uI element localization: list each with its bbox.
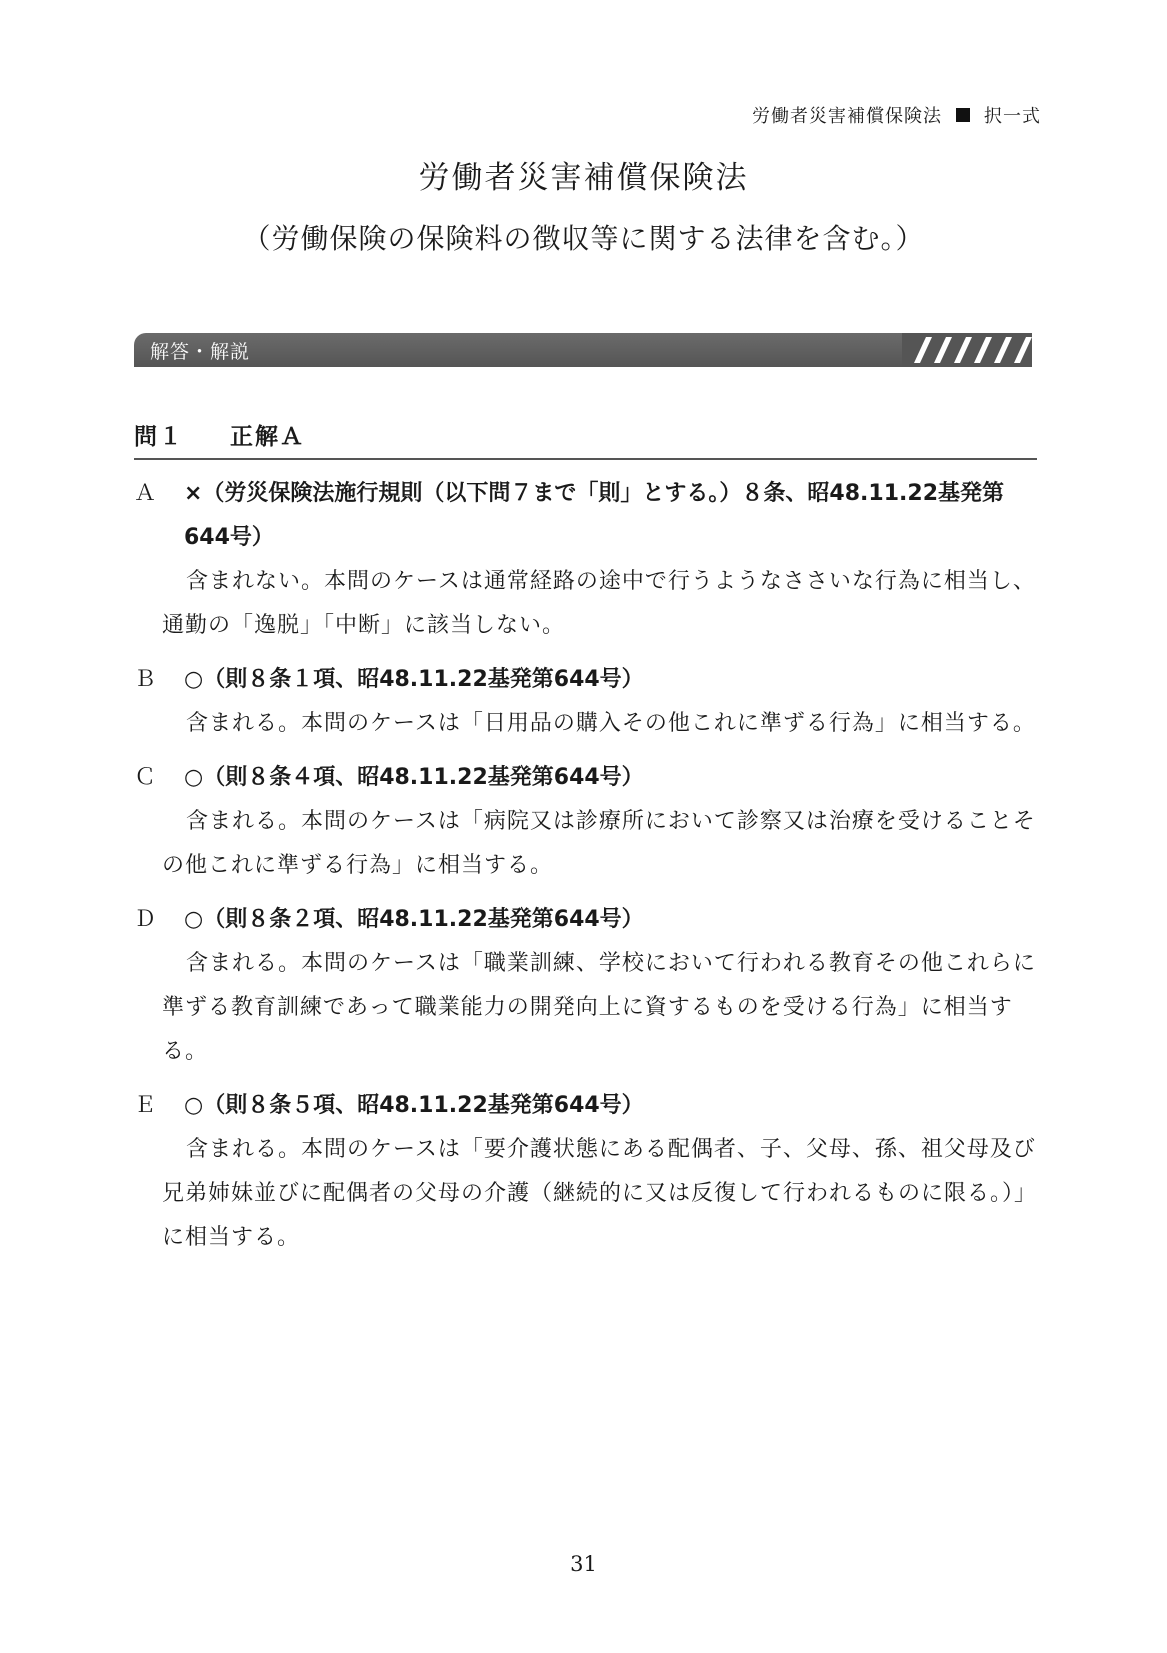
section-bar [134, 333, 1032, 367]
page-subtitle: （労働保険の保険料の徴収等に関する法律を含む。） [242, 222, 925, 255]
item-reference: ×（労災保険法施行規則（以下問７まで「則」とする。）８条、昭48.11.22基発第644号） [184, 481, 1004, 550]
answer-item-a [134, 472, 1037, 648]
answer-item-c [134, 756, 1037, 888]
running-header-chapter: 労働者災害補償保険法 [752, 106, 942, 127]
item-reference: ○（則８条４項、昭48.11.22基発第644号） [184, 765, 644, 790]
item-letter: Ｅ [134, 1093, 157, 1118]
item-letter: Ｄ [134, 907, 157, 932]
answer-item-d [134, 898, 1037, 1074]
item-head [134, 756, 1037, 800]
item-head [134, 1084, 1037, 1128]
item-head [134, 472, 1037, 560]
item-reference: ○（則８条５項、昭48.11.22基発第644号） [184, 1093, 644, 1118]
running-header [752, 102, 1041, 128]
running-header-format: 択一式 [984, 106, 1041, 127]
answer-item-e [134, 1084, 1037, 1260]
question-number: 問１ [134, 424, 184, 450]
item-letter: Ｂ [134, 667, 157, 692]
item-letter: Ａ [134, 481, 157, 506]
page-number: 31 [570, 1552, 597, 1576]
page-title: 労働者災害補償保険法 [418, 160, 749, 196]
question-answer: 正解Ａ [230, 424, 306, 450]
title-block [0, 158, 1167, 258]
item-head [134, 658, 1037, 702]
section-bar-label: 解答・解説 [150, 341, 251, 363]
item-head [134, 898, 1037, 942]
item-body: 含まれる。本問のケースは「日用品の購入その他これに準ずる行為」に相当する。 [186, 711, 1036, 736]
item-body: 含まれる。本問のケースは「職業訓練、学校において行われる教育その他これらに準ずる教育訓練であって職業能力の開発向上に資するものを受ける行為」に相当する。 [162, 951, 1036, 1064]
question-heading [134, 418, 1037, 460]
item-body: 含まれる。本問のケースは「病院又は診療所において診察又は治療を受けることその他これに準ずる行為」に相当する。 [162, 809, 1036, 878]
item-reference: ○（則８条１項、昭48.11.22基発第644号） [184, 667, 644, 692]
item-letter: Ｃ [134, 765, 157, 790]
answer-items [134, 472, 1037, 1270]
item-reference: ○（則８条２項、昭48.11.22基発第644号） [184, 907, 644, 932]
square-marker-icon [956, 108, 970, 122]
answer-item-b [134, 658, 1037, 746]
hatch-stripes-icon [902, 333, 1032, 367]
item-body: 含まれない。本問のケースは通常経路の途中で行うようなささいな行為に相当し、通勤の「逸脱」「中断」に該当しない。 [162, 569, 1036, 638]
item-body: 含まれる。本問のケースは「要介護状態にある配偶者、子、父母、孫、祖父母及び兄弟姉妹並びに配偶者の父母の介護（継続的に又は反復して行われるものに限る。）」に相当する。 [162, 1137, 1038, 1250]
